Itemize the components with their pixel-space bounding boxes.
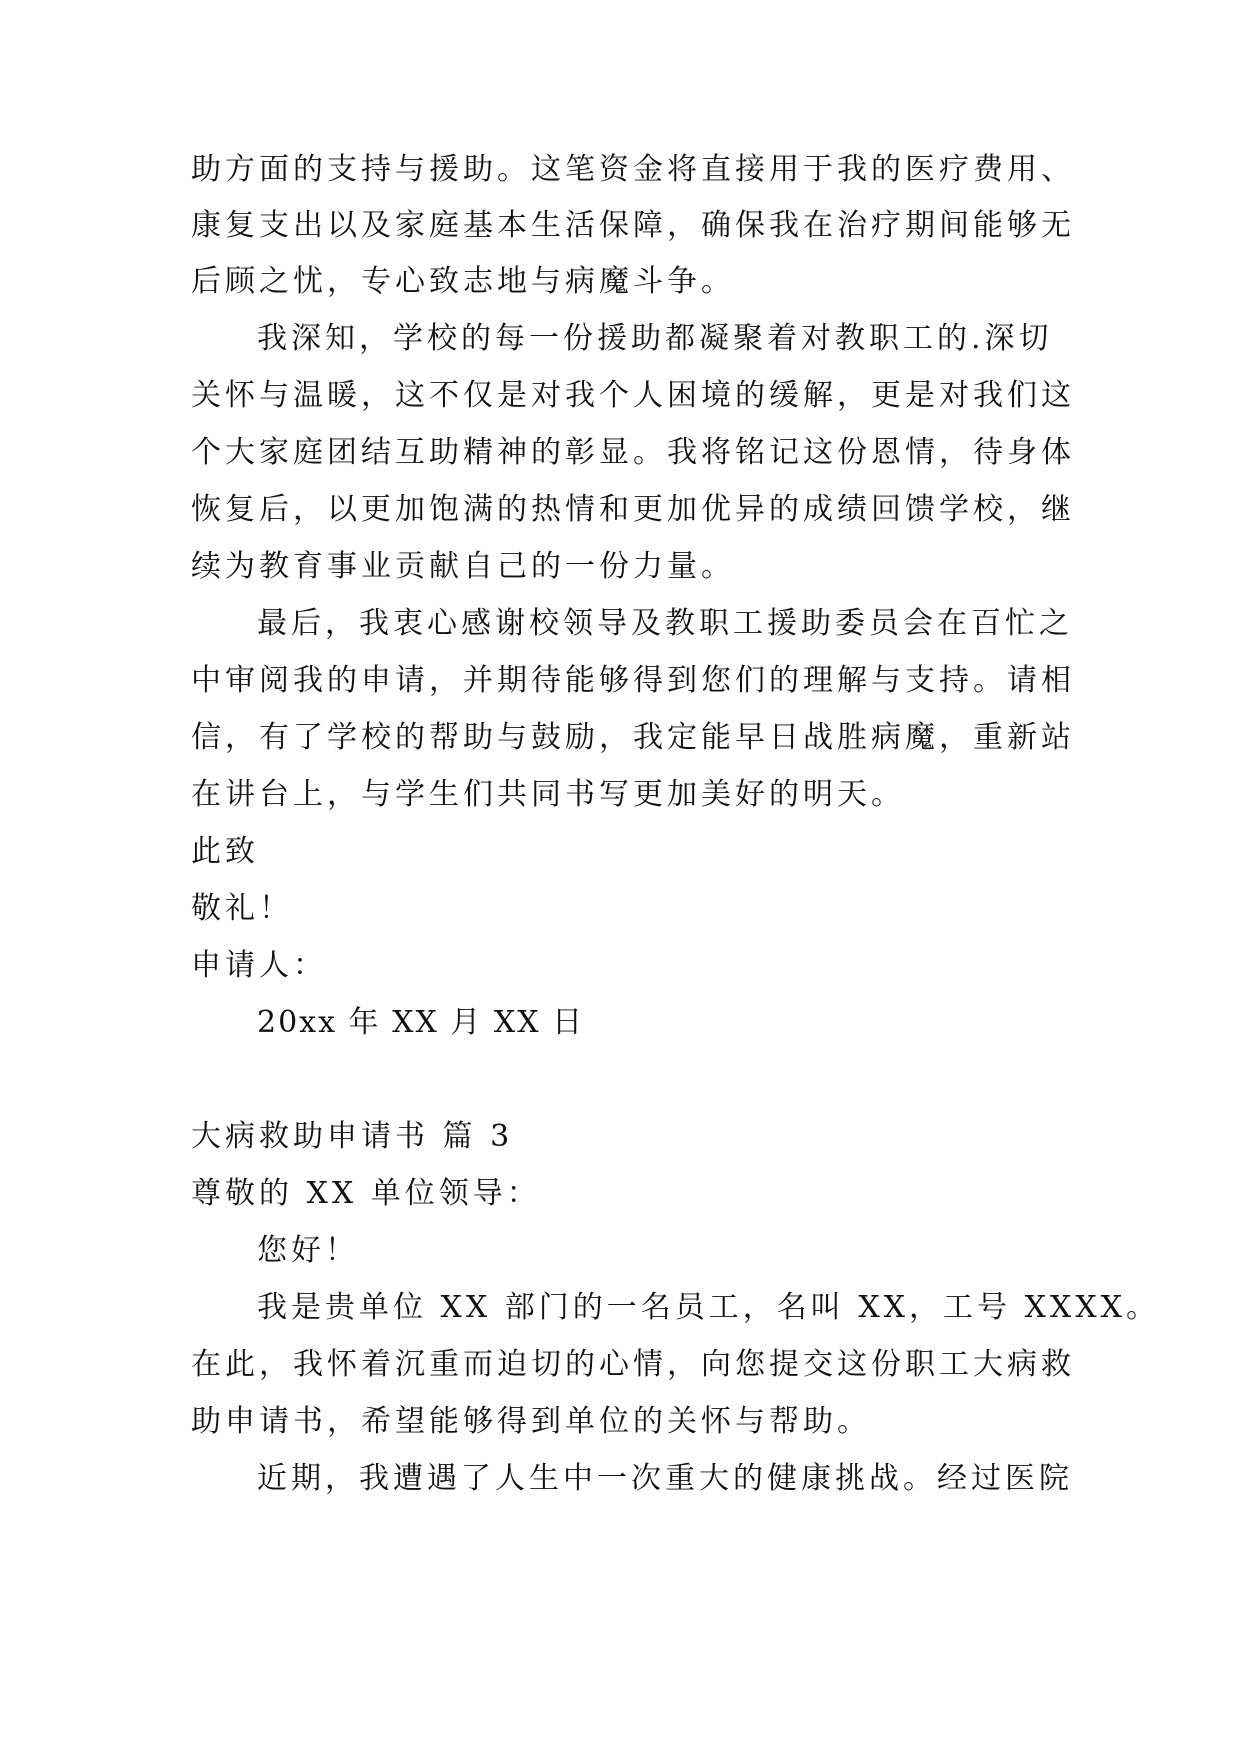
closing-line: 此致 [191,834,259,869]
text-line: 我是贵单位 XX 部门的一名员工，名叫 XX，工号 XXXX。 [257,1290,1161,1325]
text-line: 助方面的支持与援助。这笔资金将直接用于我的医疗费用、 [191,152,1075,187]
text-line: 助申请书，希望能够得到单位的关怀与帮助。 [191,1404,871,1439]
text-line: 近期，我遭遇了人生中一次重大的健康挑战。经过医院 [257,1461,1073,1496]
text-line: 后顾之忧，专心致志地与病魔斗争。 [191,264,735,299]
text-line: 个大家庭团结互助精神的彰显。我将铭记这份恩情，待身体 [191,435,1075,470]
salutation: 尊敬的 XX 单位领导： [191,1176,541,1211]
section-title: 大病救助申请书 篇 3 [191,1119,514,1154]
text-line: 最后，我衷心感谢校领导及教职工援助委员会在百忙之 [257,606,1073,641]
text-line: 在此，我怀着沉重而迫切的心情，向您提交这份职工大病救 [191,1347,1075,1382]
greeting: 您好！ [257,1233,359,1268]
text-line: 中审阅我的申请，并期待能够得到您们的理解与支持。请相 [191,663,1075,698]
text-line: 信，有了学校的帮助与鼓励，我定能早日战胜病魔，重新站 [191,720,1075,755]
applicant-label: 申请人： [191,948,327,983]
date-line: 20xx 年 XX 月 XX 日 [257,1005,585,1040]
text-line: 恢复后，以更加饱满的热情和更加优异的成绩回馈学校，继 [191,492,1075,527]
text-line: 在讲台上，与学生们共同书写更加美好的明天。 [191,777,905,812]
text-line: 续为教育事业贡献自己的一份力量。 [191,549,735,584]
text-line: 康复支出以及家庭基本生活保障，确保我在治疗期间能够无 [191,208,1075,243]
text-line: 我深知，学校的每一份援助都凝聚着对教职工的.深切 [257,321,1053,356]
closing-salute: 敬礼！ [191,891,293,926]
text-line: 关怀与温暖，这不仅是对我个人困境的缓解，更是对我们这 [191,378,1075,413]
